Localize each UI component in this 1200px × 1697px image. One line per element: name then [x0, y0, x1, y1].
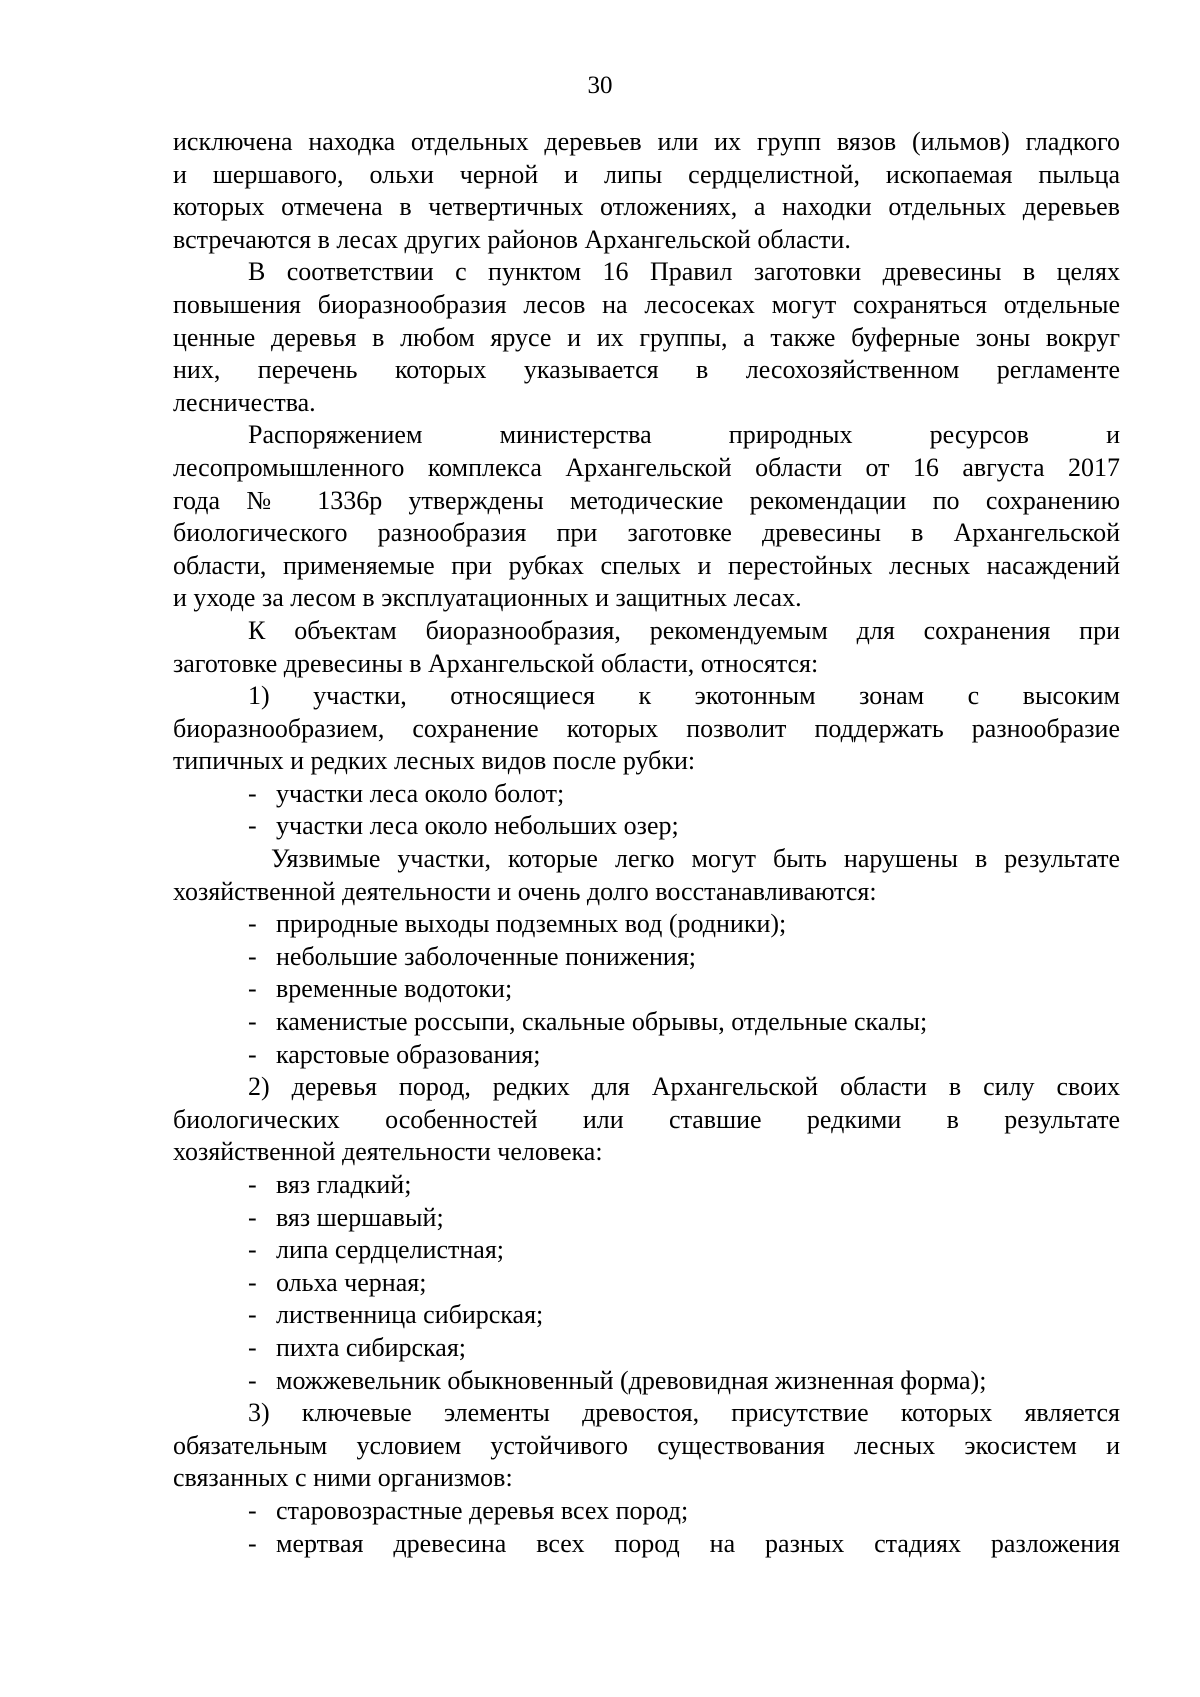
text-line: лесопромышленного комплекса Архангельской области от 16 августа 2017 — [173, 452, 1120, 482]
list-dash: - — [248, 1332, 257, 1362]
list-dash: - — [248, 1007, 257, 1037]
text-line: 3) ключевые элементы древостоя, присутствие которых является — [248, 1398, 1120, 1428]
text-line: заготовке древесины в Архангельской области, относятся: — [173, 648, 819, 678]
text-line: биологических особенностей или ставшие редкими в результате — [173, 1104, 1120, 1134]
list-item — [173, 1332, 1120, 1365]
list-item-text: мертвая древесина всех пород на разных стадиях разложения — [276, 1528, 1120, 1558]
text-line: 2) деревья пород, редких для Архангельской области в силу своих — [248, 1072, 1120, 1102]
list-item — [173, 810, 1120, 843]
list-dash: - — [248, 1528, 257, 1558]
text-line: обязательным условием устойчивого существования лесных экосистем и — [173, 1430, 1120, 1460]
list-dash: - — [248, 1170, 257, 1199]
list-item-text: участки леса около небольших озер; — [276, 811, 679, 841]
list-item-text: лиственница сибирская; — [276, 1300, 544, 1330]
text-line: лесничества. — [173, 387, 316, 417]
page-number: 30 — [587, 72, 613, 99]
text-line: связанных с ними организмов: — [173, 1463, 513, 1493]
list-item-text: каменистые россыпи, скальные обрывы, отдельные скалы; — [276, 1007, 928, 1037]
list-item-text: временные водотоки; — [276, 974, 513, 1004]
text-line: встречаются в лесах других районов Архангельской области. — [173, 224, 851, 254]
text-line: биологического разнообразия при заготовке древесины в Архангельской — [173, 518, 1120, 548]
list-item-text: вяз гладкий; — [276, 1170, 412, 1199]
list-item-text: пихта сибирская; — [276, 1332, 466, 1362]
text-line: В соответствии с пунктом 16 Правил заготовки древесины в целях — [248, 257, 1120, 287]
list-dash: - — [248, 1039, 257, 1069]
list-item-text: участки леса около болот; — [276, 778, 565, 808]
list-item — [173, 778, 1120, 811]
text-line: которых отмечена в четвертичных отложениях, а находки отдельных деревьев — [173, 192, 1120, 222]
list-item-text: карстовые образования; — [276, 1039, 541, 1069]
list-item — [173, 908, 1120, 941]
list-item-text: природные выходы подземных вод (родники); — [276, 909, 787, 939]
list-item-text: липа сердцелистная; — [276, 1235, 505, 1265]
list-item — [173, 941, 1120, 974]
list-dash: - — [248, 974, 257, 1004]
list-item — [173, 1299, 1120, 1332]
list-dash: - — [248, 1267, 257, 1297]
list-dash: - — [248, 1202, 257, 1232]
text-line: повышения биоразнообразия лесов на лесосеках могут сохраняться отдельные — [173, 289, 1120, 319]
list-dash: - — [248, 1235, 257, 1265]
text-line: области, применяемые при рубках спелых и перестойных лесных насаждений — [173, 550, 1120, 580]
list-dash: - — [248, 1495, 257, 1525]
text-line: хозяйственной деятельности человека: — [173, 1137, 603, 1167]
list-item — [173, 1528, 1120, 1561]
text-line: 1) участки, относящиеся к экотонным зонам с высоким — [248, 681, 1120, 711]
list-item — [173, 1234, 1120, 1267]
text-line: ценные деревья в любом ярусе и их группы, а также буферные зоны вокруг — [173, 322, 1120, 352]
text-line: и уходе за лесом в эксплуатационных и защитных лесах. — [173, 583, 802, 613]
text-line: хозяйственной деятельности и очень долго восстанавливаются: — [173, 876, 877, 906]
list-dash: - — [248, 811, 257, 841]
list-item — [173, 1267, 1120, 1300]
list-dash: - — [248, 1365, 257, 1395]
list-item-text: вяз шершавый; — [276, 1202, 444, 1232]
list-item-text: небольшие заболоченные понижения; — [276, 941, 697, 971]
list-item — [173, 973, 1120, 1006]
text-line: них, перечень которых указывается в лесохозяйственном регламенте — [173, 355, 1120, 385]
text-line: исключена находка отдельных деревьев или их групп вязов (ильмов) гладкого — [173, 127, 1120, 156]
text-line: года № 1336р утверждены методические рекомендации по сохранению — [173, 485, 1120, 515]
list-item — [173, 1169, 1120, 1202]
text-line: биоразнообразием, сохранение которых позволит поддержать разнообразие — [173, 713, 1120, 743]
list-item — [173, 1495, 1120, 1528]
text-line: и шершавого, ольхи черной и липы сердцелистной, ископаемая пыльца — [173, 159, 1120, 189]
document-body — [173, 126, 1120, 1560]
list-dash: - — [248, 778, 257, 808]
list-item — [173, 1365, 1120, 1398]
list-item — [173, 1202, 1120, 1235]
list-dash: - — [248, 1300, 257, 1330]
list-dash: - — [248, 909, 257, 939]
text-line: К объектам биоразнообразия, рекомендуемым для сохранения при — [248, 615, 1120, 645]
list-item — [173, 1006, 1120, 1039]
list-dash: - — [248, 941, 257, 971]
list-item-text: можжевельник обыкновенный (древовидная жизненная форма); — [276, 1365, 987, 1395]
list-item-text: старовозрастные деревья всех пород; — [276, 1495, 689, 1525]
list-item — [173, 1039, 1120, 1072]
text-line: Уязвимые участки, которые легко могут быть нарушены в результате — [271, 844, 1120, 874]
text-line: Распоряжением министерства природных ресурсов и — [248, 420, 1120, 450]
list-item-text: ольха черная; — [276, 1267, 427, 1297]
text-line: типичных и редких лесных видов после рубки: — [173, 746, 696, 776]
